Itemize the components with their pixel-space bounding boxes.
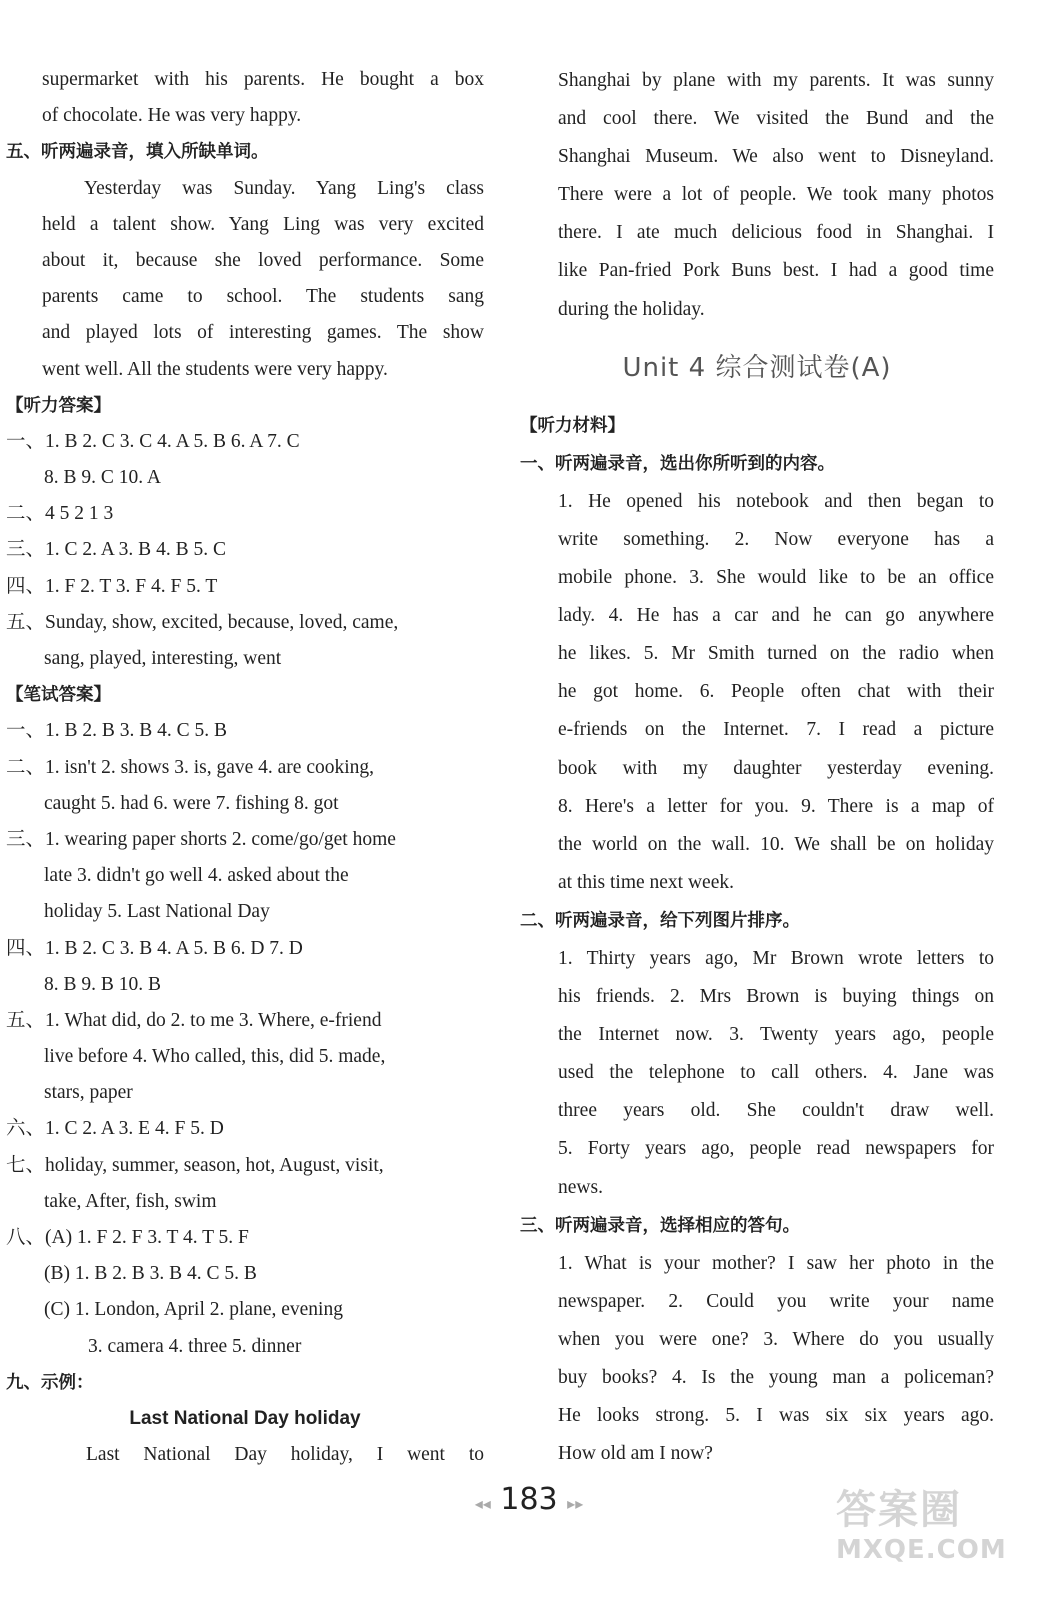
text-line: book with my daughter yesterday evening. bbox=[558, 757, 994, 779]
section-heading: 九、示例： bbox=[6, 1372, 94, 1393]
answer-line: 一、1. B 2. B 3. B 4. C 5. B bbox=[6, 720, 228, 742]
text-line: mobile phone. 3. She would like to be an office bbox=[558, 567, 994, 589]
answer-line: sang, played, interesting, went bbox=[44, 648, 282, 669]
answer-line: holiday 5. Last National Day bbox=[44, 901, 270, 923]
answer-line: 四、1. F 2. T 3. F 4. F 5. T bbox=[6, 575, 218, 597]
text-line: news. bbox=[558, 1176, 603, 1198]
text-line: Shanghai Museum. We also went to Disneyland. bbox=[558, 146, 994, 168]
section-heading: 一、听两遍录音，选出你所听到的内容。 bbox=[520, 453, 835, 474]
text-line: his friends. 2. Mrs Brown is buying things on bbox=[558, 986, 994, 1008]
answer-line: stars, paper bbox=[44, 1082, 133, 1104]
text-line: used the telephone to call others. 4. Jane was bbox=[558, 1062, 994, 1084]
text-line: of chocolate. He was very happy. bbox=[42, 105, 302, 127]
text-line: write something. 2. Now everyone has a bbox=[558, 528, 994, 550]
text-line: Yesterday was Sunday. Yang Ling's class bbox=[84, 177, 484, 199]
text-line: e-friends on the Internet. 7. I read a picture bbox=[558, 719, 994, 741]
answer-line: (B) 1. B 2. B 3. B 4. C 5. B bbox=[44, 1263, 257, 1285]
answer-line: 五、Sunday, show, excited, because, loved, came, bbox=[6, 611, 399, 633]
answer-line: 五、1. What did, do 2. to me 3. Where, e-friend bbox=[6, 1009, 382, 1031]
answer-line: 四、1. B 2. C 3. B 4. A 5. B 6. D 7. D bbox=[6, 937, 303, 959]
text-line: parents came to school. The students sang bbox=[42, 286, 484, 308]
answer-line: 三、1. C 2. A 3. B 4. B 5. C bbox=[6, 539, 226, 561]
arrow-right-icon: ▸▸ bbox=[567, 1494, 584, 1513]
answer-line: 8. B 9. B 10. B bbox=[44, 973, 162, 995]
watermark-text: 答案圈 bbox=[836, 1487, 962, 1533]
answer-line: 3. camera 4. three 5. dinner bbox=[88, 1335, 302, 1357]
text-line: three years old. She couldn't draw well. bbox=[558, 1100, 994, 1122]
answer-line: 七、holiday, summer, season, hot, August, visit, bbox=[6, 1154, 384, 1176]
text-line: the world on the wall. 10. We shall be on holiday bbox=[558, 833, 994, 855]
text-line: like Pan-fried Pork Buns best. I had a good time bbox=[558, 260, 994, 282]
text-line: about it, because she loved performance. Some bbox=[42, 249, 484, 271]
text-line: during the holiday. bbox=[558, 298, 705, 320]
text-line: and played lots of interesting games. The show bbox=[42, 322, 484, 344]
text-line: 1. He opened his notebook and then began to bbox=[558, 490, 994, 512]
section-heading: 三、听两遍录音，选择相应的答句。 bbox=[520, 1215, 800, 1236]
section-heading: 【听力材料】 bbox=[520, 415, 625, 436]
text-line: went well. All the students were very happy. bbox=[42, 358, 388, 380]
text-line: 5. Forty years ago, people read newspapers for bbox=[558, 1138, 994, 1160]
section-heading: 【笔试答案】 bbox=[6, 685, 111, 706]
answer-line: 八、(A) 1. F 2. F 3. T 4. T 5. F bbox=[6, 1227, 249, 1248]
answer-line: 二、4 5 2 1 3 bbox=[6, 503, 114, 525]
answer-line: caught 5. had 6. were 7. fishing 8. got bbox=[44, 792, 339, 814]
watermark-logo bbox=[836, 1478, 1036, 1578]
text-line: How old am I now? bbox=[558, 1443, 713, 1465]
answer-line: live before 4. Who called, this, did 5. made, bbox=[44, 1046, 386, 1068]
answer-line: 六、1. C 2. A 3. E 4. F 5. D bbox=[6, 1118, 224, 1140]
unit-title: Unit 4 综合测试卷(A) bbox=[622, 352, 892, 383]
answer-line: late 3. didn't go well 4. asked about the bbox=[44, 865, 349, 887]
arrow-left-icon: ◂◂ bbox=[474, 1494, 491, 1513]
text-line: lady. 4. He has a car and he can go anywhere bbox=[558, 605, 994, 627]
text-line: buy books? 4. Is the young man a policeman? bbox=[558, 1367, 994, 1388]
section-heading: 二、听两遍录音，给下列图片排序。 bbox=[520, 910, 800, 931]
text-line: at this time next week. bbox=[558, 871, 734, 893]
text-line: the Internet now. 3. Twenty years ago, people bbox=[558, 1024, 994, 1046]
right-column bbox=[520, 62, 994, 1473]
answer-line: (C) 1. London, April 2. plane, evening bbox=[44, 1299, 343, 1321]
text-line: 1. What is your mother? I saw her photo in the bbox=[558, 1252, 994, 1274]
section-heading: 【听力答案】 bbox=[6, 395, 111, 416]
page-number: 183 bbox=[500, 1482, 558, 1517]
watermark-url: MXQE.COM bbox=[836, 1535, 1007, 1565]
text-line: Last National Day holiday, I went to bbox=[86, 1444, 484, 1466]
text-line: 1. Thirty years ago, Mr Brown wrote letters to bbox=[558, 947, 994, 969]
text-line: and cool there. We visited the Bund and the bbox=[558, 108, 994, 130]
text-line: held a talent show. Yang Ling was very excited bbox=[42, 213, 484, 235]
section-heading: 五、听两遍录音，填入所缺单词。 bbox=[6, 142, 269, 163]
text-line: supermarket with his parents. He bought a box bbox=[42, 69, 484, 90]
text-line: There were a lot of people. We took many photos bbox=[558, 184, 994, 206]
text-line: he got home. 6. People often chat with their bbox=[558, 681, 994, 703]
text-line: there. I ate much delicious food in Shanghai. I bbox=[558, 222, 994, 244]
answer-line: 三、1. wearing paper shorts 2. come/go/get home bbox=[6, 828, 396, 850]
answer-line: 8. B 9. C 10. A bbox=[44, 467, 162, 489]
text-line: He looks strong. 5. I was six six years ago. bbox=[558, 1405, 994, 1427]
left-column bbox=[6, 62, 484, 1473]
text-line: when you were one? 3. Where do you usually bbox=[558, 1328, 994, 1350]
essay-title: Last National Day holiday bbox=[129, 1407, 361, 1429]
text-line: newspaper. 2. Could you write your name bbox=[558, 1290, 994, 1312]
text-line: he likes. 5. Mr Smith turned on the radio when bbox=[558, 643, 994, 665]
text-line: 8. Here's a letter for you. 9. There is a map of bbox=[558, 795, 994, 817]
text-line: Shanghai by plane with my parents. It was sunny bbox=[558, 70, 994, 91]
answer-line: take, After, fish, swim bbox=[44, 1190, 217, 1212]
answer-line: 二、1. isn't 2. shows 3. is, gave 4. are cooking, bbox=[6, 756, 375, 778]
answer-line: 一、1. B 2. C 3. C 4. A 5. B 6. A 7. C bbox=[6, 430, 300, 452]
